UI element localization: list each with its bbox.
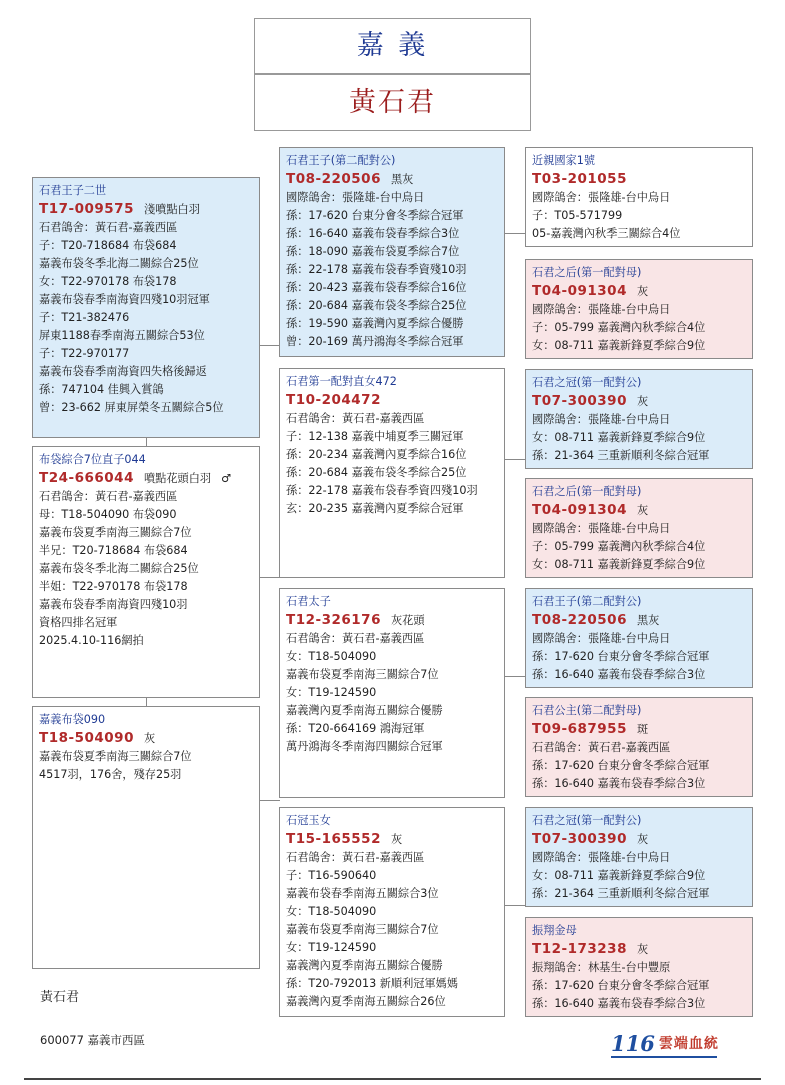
brand-logo <box>611 1030 719 1056</box>
pedigree-card-granddam-2 <box>525 478 753 578</box>
ring-number: T15-165552 <box>286 831 381 847</box>
ring-number: T03-201055 <box>532 171 627 187</box>
info-line: 孫：19-590 嘉義灣內夏季綜合優勝 <box>286 317 464 330</box>
card-title: 石君第一配對直女472 <box>286 375 397 388</box>
info-line: 石君鴿舍：黃石君-嘉義西區 <box>286 632 425 645</box>
card-title: 近親國家1號 <box>532 154 596 167</box>
owner-signature: 黃石君 <box>40 990 80 1005</box>
info-line: 孫：16-640 嘉義布袋春季綜合3位 <box>532 668 706 681</box>
info-line: 女：08-711 嘉義新鋒夏季綜合9位 <box>532 431 706 444</box>
ring-number: T12-173238 <box>532 941 627 957</box>
info-line: 半兄：T20-718684 布袋684 <box>39 544 188 557</box>
pedigree-card-granddam-1 <box>525 259 753 359</box>
pedigree-card-dam-090 <box>32 706 260 969</box>
info-line: 4517羽，176舍，殘存25羽 <box>39 768 182 781</box>
feather-color: 灰 <box>636 943 649 956</box>
connector-line <box>504 905 525 906</box>
info-line: 振翔鴿舍：林基生-台中豐原 <box>532 961 671 974</box>
info-line: 嘉義灣內夏季南海五關綜合優勝 <box>286 704 443 717</box>
ring-number: T09-687955 <box>532 721 627 737</box>
card-title: 布袋綜合7位直子044 <box>39 453 146 466</box>
feather-color: 灰 <box>636 285 649 298</box>
info-line: 子：T21-382476 <box>39 311 130 324</box>
feather-color: 灰 <box>390 833 403 846</box>
feather-color: 黑灰 <box>390 173 414 186</box>
pedigree-card-grandsire-4 <box>525 807 753 907</box>
connector-line <box>504 233 525 234</box>
info-line: 資格四排名冠軍 <box>39 616 118 629</box>
pedigree-card-sire <box>279 147 505 357</box>
info-line: 孫：18-090 嘉義布袋夏季綜合7位 <box>286 245 460 258</box>
info-line: 國際鴿舍：張隆雄-台中烏日 <box>532 191 671 204</box>
feather-color: 黑灰 <box>636 614 660 627</box>
info-line: 女：T19-124590 <box>286 941 377 954</box>
info-line: 孫：16-640 嘉義布袋春季綜合3位 <box>286 227 460 240</box>
card-title: 石君之冠(第一配對公) <box>532 814 642 827</box>
info-line: 嘉義布袋春季南海資四失格後歸返 <box>39 365 207 378</box>
info-line: 子：05-799 嘉義灣內秋季綜合4位 <box>532 540 706 553</box>
info-line: 國際鴿舍：張隆雄-台中烏日 <box>532 413 671 426</box>
pedigree-card-granddam-4 <box>525 917 753 1017</box>
connector-line <box>259 345 280 346</box>
card-title: 石君公主(第二配對母) <box>532 704 642 717</box>
info-line: 嘉義布袋春季南海資四殘10羽冠軍 <box>39 293 210 306</box>
feather-color: 灰 <box>636 395 649 408</box>
ring-number: T08-220506 <box>286 171 381 187</box>
info-line: 屏東1188春季南海五關綜合53位 <box>39 329 205 342</box>
brand-underline <box>611 1056 717 1058</box>
card-title: 石君太子 <box>286 595 331 608</box>
connector-line <box>146 437 147 446</box>
info-line: 孫：20-234 嘉義灣內夏季綜合16位 <box>286 448 467 461</box>
info-line: 嘉義布袋冬季北海二關綜合25位 <box>39 257 199 270</box>
pedigree-card-grandsire-1 <box>525 147 753 247</box>
bottom-divider <box>24 1078 761 1080</box>
info-line: 石君鴿舍：黃石君-嘉義西區 <box>286 412 425 425</box>
ring-number: T24-666044 <box>39 470 134 486</box>
connector-line <box>504 459 525 460</box>
info-line: 子：T22-970177 <box>39 347 130 360</box>
feather-color: 淺噴點白羽 <box>143 203 200 216</box>
info-line: 子：T16-590640 <box>286 869 377 882</box>
info-line: 05-嘉義灣內秋季三關綜合4位 <box>532 227 681 240</box>
info-line: 女：T18-504090 <box>286 650 377 663</box>
ring-number: T04-091304 <box>532 502 627 518</box>
info-line: 子：T20-718684 布袋684 <box>39 239 177 252</box>
feather-color: 灰 <box>143 732 156 745</box>
feather-color: 斑 <box>636 723 649 736</box>
info-line: 嘉義灣內夏季南海五關綜合26位 <box>286 995 446 1008</box>
info-line: 萬丹鴻海冬季南海四關綜合冠軍 <box>286 740 443 753</box>
header-owner: 黃石君 <box>254 74 531 131</box>
info-line: 孫：22-178 嘉義布袋春季資殘10羽 <box>286 263 467 276</box>
owner-address: 600077 嘉義市西區 <box>40 1033 146 1047</box>
ring-number: T07-300390 <box>532 393 627 409</box>
connector-line <box>259 577 280 578</box>
info-line: 石君鴿舍：黃石君-嘉義西區 <box>286 851 425 864</box>
info-line: 女：T18-504090 <box>286 905 377 918</box>
connector-line <box>146 697 147 706</box>
connector-line <box>259 800 280 801</box>
info-line: 孫：21-364 三重新順利冬綜合冠軍 <box>532 449 710 462</box>
info-line: 嘉義布袋夏季南海三關綜合7位 <box>286 668 439 681</box>
info-line: 國際鴿舍：張隆雄-台中烏日 <box>532 632 671 645</box>
card-title: 石君王子(第二配對公) <box>286 154 396 167</box>
info-line: 國際鴿舍：張隆雄-台中烏日 <box>532 522 671 535</box>
ring-number: T18-504090 <box>39 730 134 746</box>
info-line: 孫：16-640 嘉義布袋春季綜合3位 <box>532 777 706 790</box>
info-line: 孫：17-620 台東分會冬季綜合冠軍 <box>532 759 710 772</box>
info-line: 孫：T20-792013 新順利冠軍媽媽 <box>286 977 459 990</box>
info-line: 孫：747104 佳興入賞鴿 <box>39 383 164 396</box>
pedigree-card-grandsire-2 <box>525 369 753 469</box>
card-title: 石君之后(第一配對母) <box>532 485 642 498</box>
brand-text: 雲端血統 <box>658 1036 719 1052</box>
info-line: 國際鴿舍：張隆雄-台中烏日 <box>532 851 671 864</box>
info-line: 孫：21-364 三重新順利冬綜合冠軍 <box>532 887 710 900</box>
ring-number: T12-326176 <box>286 612 381 628</box>
info-line: 孫：17-620 台東分會冬季綜合冠軍 <box>532 979 710 992</box>
info-line: 孫：T20-664169 鴻海冠軍 <box>286 722 425 735</box>
card-title: 石君之冠(第一配對公) <box>532 376 642 389</box>
card-title: 石冠玉女 <box>286 814 331 827</box>
info-line: 孫：20-423 嘉義布袋春季綜合16位 <box>286 281 467 294</box>
info-line: 女：T19-124590 <box>286 686 377 699</box>
connector-line <box>504 676 525 677</box>
info-line: 石君鴿舍：黃石君-嘉義西區 <box>39 221 178 234</box>
info-line: 嘉義布袋夏季南海三關綜合7位 <box>39 526 192 539</box>
info-line: 國際鴿舍：張隆雄-台中烏日 <box>286 191 425 204</box>
ring-number: T07-300390 <box>532 831 627 847</box>
info-line: 嘉義布袋夏季南海三關綜合7位 <box>39 750 192 763</box>
pedigree-card-subject <box>32 177 260 438</box>
info-line: 孫：17-620 台東分會冬季綜合冠軍 <box>286 209 464 222</box>
card-title: 石君之后(第一配對母) <box>532 266 642 279</box>
card-title: 石君王子二世 <box>39 184 107 197</box>
feather-color: 噴點花頭白羽 <box>143 472 212 485</box>
info-line: 女：T22-970178 布袋178 <box>39 275 177 288</box>
pedigree-card-grandsire-3 <box>525 588 753 688</box>
info-line: 嘉義布袋春季南海五關綜合3位 <box>286 887 439 900</box>
male-symbol-icon: ♂ <box>221 472 232 485</box>
ring-number: T04-091304 <box>532 283 627 299</box>
info-line: 母：T18-504090 布袋090 <box>39 508 177 521</box>
info-line: 子：12-138 嘉義中埔夏季三關冠軍 <box>286 430 464 443</box>
info-line: 石君鴿舍：黃石君-嘉義西區 <box>532 741 671 754</box>
feather-color: 灰花頭 <box>390 614 425 627</box>
info-line: 2025.4.10-116網拍 <box>39 634 144 647</box>
pedigree-card-dam <box>279 368 505 578</box>
info-line: 子：T05-571799 <box>532 209 623 222</box>
pedigree-card-sire-of-dam090 <box>279 588 505 798</box>
card-title: 振翔金母 <box>532 924 577 937</box>
info-line: 嘉義布袋春季南海資四殘10羽 <box>39 598 188 611</box>
brand-number: 116 <box>611 1030 655 1056</box>
info-line: 孫：16-640 嘉義布袋春季綜合3位 <box>532 997 706 1010</box>
ring-number: T17-009575 <box>39 201 134 217</box>
info-line: 女：08-711 嘉義新鋒夏季綜合9位 <box>532 869 706 882</box>
info-line: 嘉義布袋夏季南海三關綜合7位 <box>286 923 439 936</box>
info-line: 孫：17-620 台東分會冬季綜合冠軍 <box>532 650 710 663</box>
info-line: 玄：20-235 嘉義灣內夏季綜合冠軍 <box>286 502 464 515</box>
info-line: 孫：22-178 嘉義布袋春季資四殘10羽 <box>286 484 478 497</box>
info-line: 子：05-799 嘉義灣內秋季綜合4位 <box>532 321 706 334</box>
pedigree-card-granddam-3 <box>525 697 753 797</box>
info-line: 半姐：T22-970178 布袋178 <box>39 580 188 593</box>
info-line: 女：08-711 嘉義新鋒夏季綜合9位 <box>532 558 706 571</box>
pedigree-card-dam-of-dam090 <box>279 807 505 1017</box>
feather-color: 灰 <box>636 504 649 517</box>
card-title: 石君王子(第二配對公) <box>532 595 642 608</box>
info-line: 曾：20-169 萬丹鴻海冬季綜合冠軍 <box>286 335 464 348</box>
info-line: 石君鴿舍：黃石君-嘉義西區 <box>39 490 178 503</box>
info-line: 曾：23-662 屏東屏榮冬五關綜合5位 <box>39 401 224 414</box>
pedigree-card-sibling <box>32 446 260 698</box>
info-line: 女：08-711 嘉義新鋒夏季綜合9位 <box>532 339 706 352</box>
info-line: 孫：20-684 嘉義布袋冬季綜合25位 <box>286 299 467 312</box>
info-line: 嘉義布袋冬季北海二關綜合25位 <box>39 562 199 575</box>
ring-number: T10-204472 <box>286 392 381 408</box>
info-line: 國際鴿舍：張隆雄-台中烏日 <box>532 303 671 316</box>
info-line: 嘉義灣內夏季南海五關綜合優勝 <box>286 959 443 972</box>
header-region: 嘉 義 <box>254 18 531 74</box>
info-line: 孫：20-684 嘉義布袋冬季綜合25位 <box>286 466 467 479</box>
feather-color: 灰 <box>636 833 649 846</box>
ring-number: T08-220506 <box>532 612 627 628</box>
card-title: 嘉義布袋090 <box>39 713 106 726</box>
